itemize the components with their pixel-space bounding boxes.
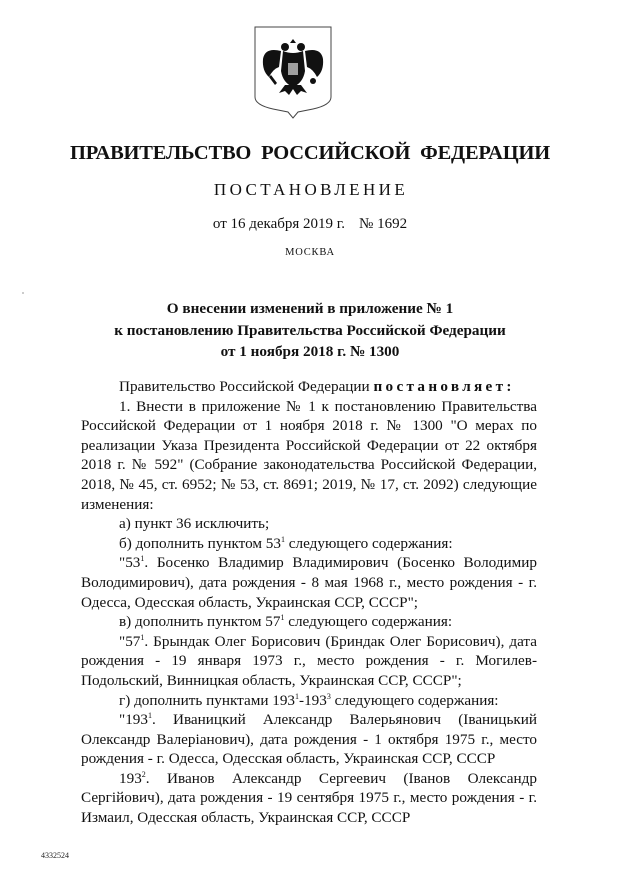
superscript: 1 <box>140 554 145 564</box>
text: . Иванов Александр Сергеевич (Іванов Олександр Сергійович), дата рождения - 19 сентября 1975 г., место рождения - г. Измаил, Одесская область, Украинская ССР, СССР <box>81 769 537 827</box>
subject-line: О внесении изменений в приложение № 1 <box>166 300 454 317</box>
item-g-entry-1 <box>81 710 537 769</box>
resolves-keyword: постановляет: <box>373 378 515 395</box>
document-city: МОСКВА <box>285 247 335 258</box>
item-b-entry <box>81 553 537 612</box>
text: "193 <box>119 711 148 729</box>
scan-speck <box>22 292 24 294</box>
superscript: 3 <box>326 691 331 701</box>
text: . Брындак Олег Борисович (Бриндак Олег Борисович), дата рождения - 19 января 1973 г., место рождения - г. Могилев-Подольский, Винницкая область, Украинская ССР, СССР"; <box>81 632 537 689</box>
text: 193 <box>119 769 142 787</box>
superscript: 1 <box>295 691 300 701</box>
document-type: ПОСТАНОВЛЕНИЕ <box>213 180 409 199</box>
superscript: 2 <box>141 769 146 779</box>
document-date: от 16 декабря 2019 г. <box>212 216 346 232</box>
subject-line: к постановлению Правительства Российской Федерации <box>114 321 506 339</box>
document-body <box>81 377 537 828</box>
document-code: 4332524 <box>41 851 69 860</box>
text: "53 <box>119 554 141 572</box>
text: следующего содержания: <box>284 534 453 552</box>
text: . Босенко Владимир Владимирович (Босенко Володимир Володимирович), дата рождения - 8 мая 1968 г., место рождения - г. Одесса, Одесская область, Украинская ССР, СССР"; <box>81 554 537 611</box>
government-title: ПРАВИТЕЛЬСТВО РОССИЙСКОЙ ФЕДЕРАЦИИ <box>70 142 550 164</box>
text: в) дополнить пунктом 57 <box>119 613 281 631</box>
item-v-entry <box>81 632 537 691</box>
superscript: 1 <box>147 711 152 721</box>
text: б) дополнить пунктом 53 <box>119 534 281 552</box>
item-b-paragraph <box>81 534 537 554</box>
text: . Иваницкий Александр Валерьянович (Іваницький Олександр Валеріанович), дата рождения - 1 октября 1975 г., место рождения - г. Одесса, Одесская область, Украинская ССР, СССР <box>81 711 537 768</box>
superscript: 1 <box>280 534 285 544</box>
document-date-line <box>0 216 620 233</box>
subject-line: от 1 ноября 2018 г. № 1300 <box>220 343 400 360</box>
intro-paragraph <box>81 377 537 397</box>
item-a-paragraph: а) пункт 36 исключить; <box>119 515 270 533</box>
document-subject <box>0 298 620 363</box>
item-g-paragraph <box>81 691 537 711</box>
text: следующего содержания: <box>330 691 499 709</box>
item-g-entry-2 <box>81 769 537 828</box>
intro-text: Правительство Российской Федерации <box>119 378 374 395</box>
text: г) дополнить пунктами 193 <box>119 691 296 709</box>
coat-of-arms-icon <box>253 25 333 120</box>
text: следующего содержания: <box>284 613 453 631</box>
superscript: 1 <box>280 613 285 623</box>
item-v-paragraph <box>81 612 537 632</box>
superscript: 1 <box>140 632 145 642</box>
item-1-paragraph: 1. Внести в приложение № 1 к постановлению Правительства Российской Федерации от 1 ноября 2018 г. № 1300 "О мерах по реализации Указа Президента Российской Федерации от 22 октября 2018 г. № 592" (Собрание законодательства Российской Федерации, 2018, № 45, ст. 6952; № 53, ст. 8691; 2019, № 17, ст. 2092) следующие изменения: <box>81 397 537 513</box>
text: "57 <box>119 632 141 650</box>
text: -193 <box>299 691 327 709</box>
document-number: № 1692 <box>359 216 408 232</box>
